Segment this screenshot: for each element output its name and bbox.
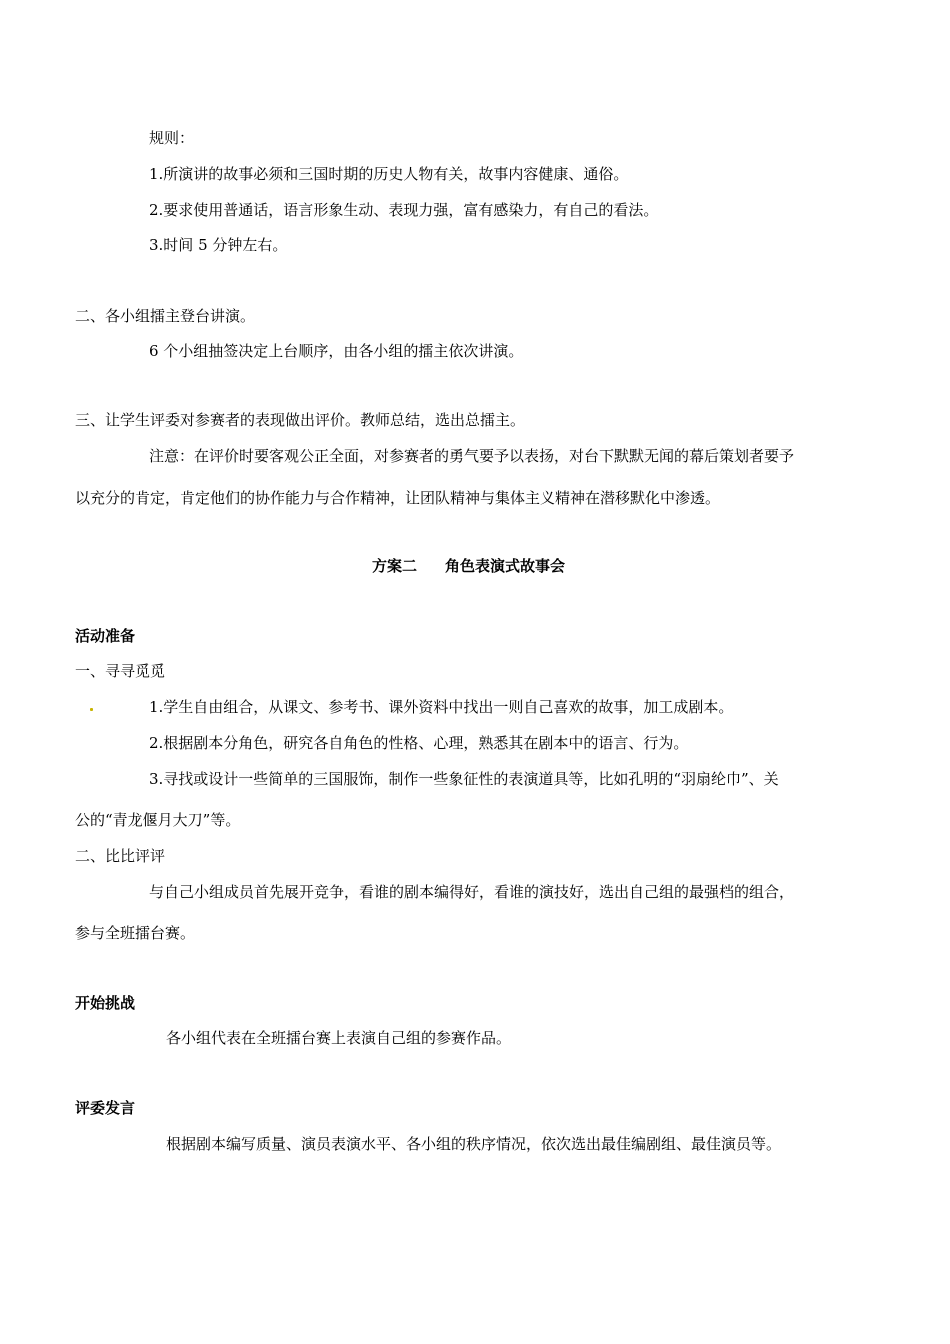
rule-item-1: 1.所演讲的故事必须和三国时期的历史人物有关，故事内容健康、通俗。 [149, 165, 629, 183]
note-line-2: 以充分的肯定，肯定他们的协作能力与合作精神，让团队精神与集体主义精神在潜移默化中渗透。 [75, 489, 721, 507]
prep-subheading-1: 一、寻寻觅觅 [75, 662, 166, 680]
compare-line-2: 参与全班擂台赛。 [75, 924, 196, 942]
step-2-title: 二、各小组擂主登台讲演。 [75, 307, 256, 325]
note-line-1: 注意：在评价时要客观公正全面，对参赛者的勇气要予以表扬，对台下默默无闻的幕后策划者要予 [149, 447, 795, 465]
prep-item-1: 1.学生自由组合，从课文、参考书、课外资料中找出一则自己喜欢的故事，加工成剧本。 [149, 698, 734, 716]
decorative-dot [90, 708, 93, 711]
step-2-text: 6 个小组抽签决定上台顺序，由各小组的擂主依次讲演。 [149, 342, 524, 360]
start-text: 各小组代表在全班擂台赛上表演自己组的参赛作品。 [166, 1029, 512, 1047]
plan-2-title-prefix: 方案二 [372, 557, 418, 575]
judge-text: 根据剧本编写质量、演员表演水平、各小组的秩序情况，依次选出最佳编剧组、最佳演员等。 [166, 1135, 782, 1153]
rule-item-3: 3.时间 5 分钟左右。 [149, 236, 288, 254]
prep-heading: 活动准备 [75, 627, 136, 645]
rule-item-2: 2.要求使用普通话，语言形象生动、表现力强，富有感染力，有自己的看法。 [149, 201, 659, 219]
start-heading: 开始挑战 [75, 994, 136, 1012]
step-3-title: 三、让学生评委对参赛者的表现做出评价。教师总结，选出总擂主。 [75, 411, 526, 429]
prep-item-3-line-2: 公的“青龙偃月大刀”等。 [75, 811, 241, 829]
prep-item-3-line-1: 3.寻找或设计一些简单的三国服饰，制作一些象征性的表演道具等，比如孔明的“羽扇纶巾”、关 [149, 770, 779, 788]
prep-item-2: 2.根据剧本分角色，研究各自角色的性格、心理，熟悉其在剧本中的语言、行为。 [149, 734, 689, 752]
plan-2-title [372, 556, 565, 576]
compare-line-1: 与自己小组成员首先展开竞争，看谁的剧本编得好，看谁的演技好，选出自己组的最强档的组合， [149, 883, 795, 901]
prep-subheading-2: 二、比比评评 [75, 847, 166, 865]
plan-2-title-main: 角色表演式故事会 [445, 557, 566, 575]
rules-label: 规则： [149, 129, 195, 147]
judge-heading: 评委发言 [75, 1099, 136, 1117]
